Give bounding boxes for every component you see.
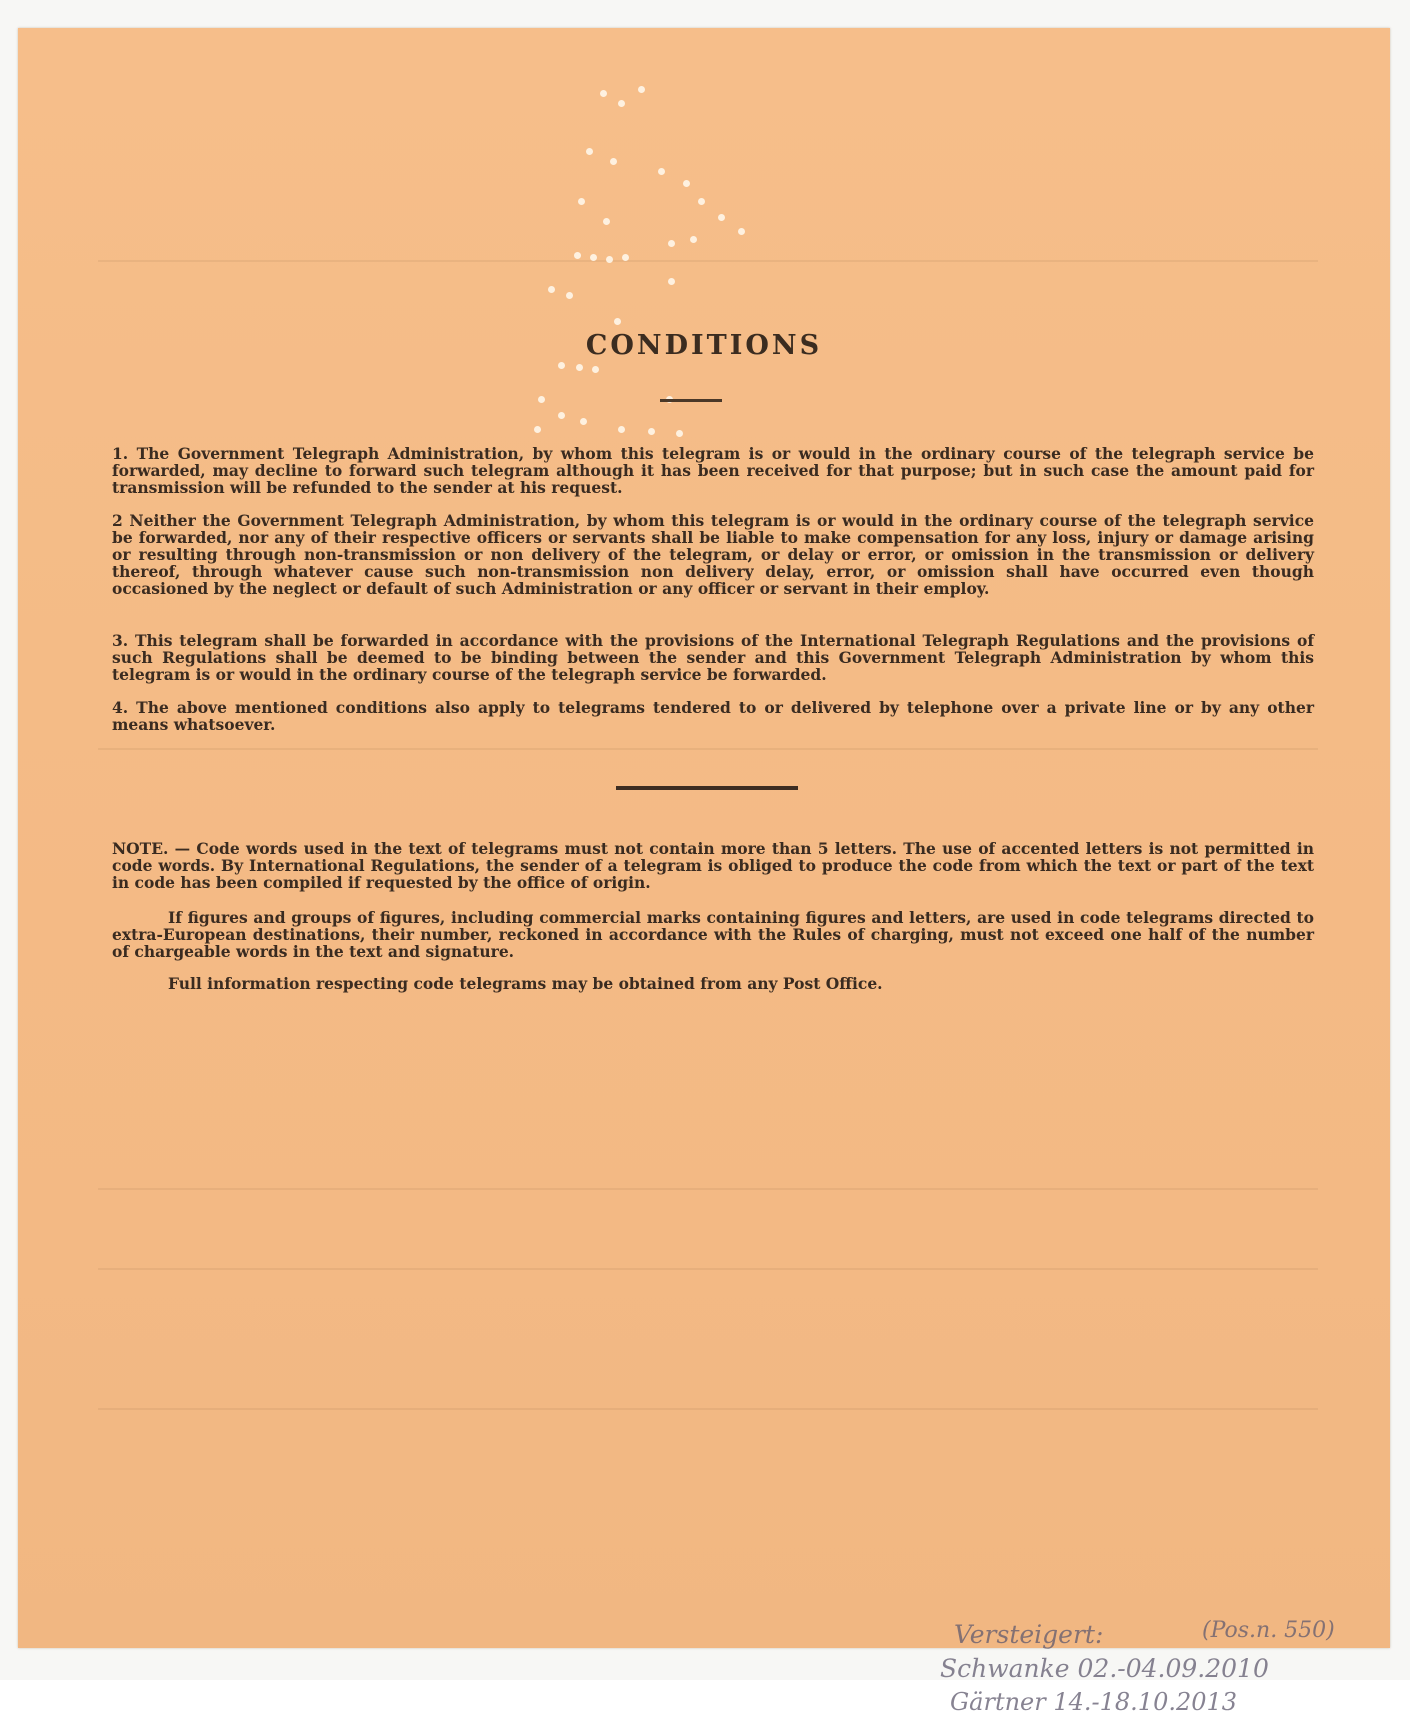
condition-1: 1. The Government Telegraph Administration, by whom this telegram is or would in the ordinary course of the telegraph service be forwarded, may decline to forward such telegram although it has been received for that purpose; but in such case the amount paid for transmission will be refunded to the sender at his request. <box>112 444 1314 497</box>
show-through-line <box>98 1408 1318 1410</box>
annotation-line-2: Schwanke 02.-04.09.2010 <box>940 1654 1269 1683</box>
annotation-line-1: Versteigert: <box>954 1620 1104 1649</box>
telegram-form-reverse <box>18 28 1390 1716</box>
show-through-line <box>98 748 1318 750</box>
show-through-line <box>98 1188 1318 1190</box>
figures-paragraph: If figures and groups of figures, including commercial marks containing figures and letters, are used in code telegrams directed to extra-European destinations, their number, reckoned in accordance with the Rules of charging, must not exceed one half of the number of chargeable words in the text and signature. <box>112 908 1314 961</box>
condition-2: 2 Neither the Government Telegraph Administration, by whom this telegram is or would in the ordinary course of the telegraph service be forwarded, nor any of their respective officers or servants shall be liable to make compensation for any loss, injury or damage arising or resulting through non-transmission or non delivery of the telegram, or delay or error, or omission in the transmission or delivery thereof, through whatever cause such non-transmission non delivery delay, error, or omission shall have occurred even though occasioned by the neglect or default of such Administration or any officer or servant in their employ. <box>112 511 1314 598</box>
show-through-line <box>98 260 1318 262</box>
heading-divider <box>660 399 722 402</box>
annotation-lot-number: (Pos.n. 550) <box>1202 1618 1335 1643</box>
show-through-line <box>98 1268 1318 1270</box>
info-paragraph: Full information respecting code telegrams may be obtained from any Post Office. <box>168 974 883 993</box>
section-divider <box>616 786 798 790</box>
code-words-note: NOTE. — Code words used in the text of telegrams must not contain more than 5 letters. The use of accented letters is not permitted in code words. By International Regulations, the sender of a telegram is obliged to produce the code from which the text or part of the text in code has been compiled if requested by the office of origin. <box>112 839 1314 892</box>
condition-4: 4. The above mentioned conditions also apply to telegrams tendered to or delivered by telephone over a private line or by any other means whatsoever. <box>112 698 1314 734</box>
conditions-heading: CONDITIONS <box>585 330 823 361</box>
condition-3: 3. This telegram shall be forwarded in accordance with the provisions of the International Telegraph Regulations and the provisions of such Regulations shall be deemed to be binding between the sender and this Government Telegraph Administration by whom this telegram is or would in the ordinary course of the telegraph service be forwarded. <box>112 631 1314 684</box>
annotation-line-3: Gärtner 14.-18.10.2013 <box>950 1688 1238 1716</box>
